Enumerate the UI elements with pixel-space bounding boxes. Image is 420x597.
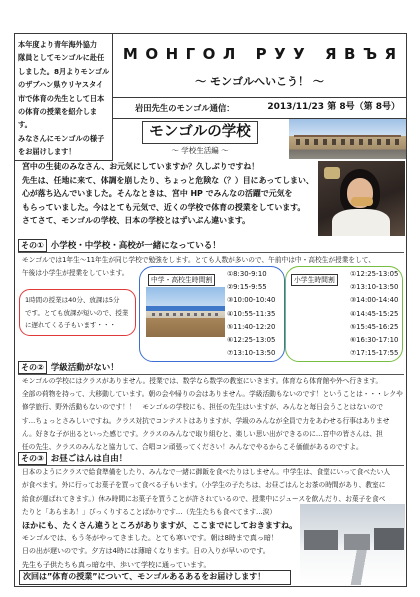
timetable-period: ②9:15-9:55 (227, 283, 267, 292)
masthead (112, 33, 407, 119)
timetable-period: ⑤11:40-12:20 (227, 322, 276, 331)
greeting-paragraph (22, 160, 316, 228)
photo-detail (344, 534, 370, 550)
timetable-periods (350, 268, 398, 360)
section-line: 午後は小学生が授業をしています。 (22, 269, 129, 278)
timetable-period: ⑥12:25-13:05 (227, 336, 276, 345)
school-building-photo (289, 119, 406, 159)
section-heading-1 (18, 239, 404, 253)
intro-notice-line: のザブハン県ウリヤスタイ (18, 80, 104, 90)
photo-detail (374, 528, 404, 550)
timetable-period: ⑤15:45-16:25 (350, 322, 399, 331)
photo-detail (152, 313, 218, 317)
schoolyard-photo (146, 287, 225, 337)
section-line: 全部の荷物を持って、大移動しています。朝の会や帰りの会はありません。学級活動もないのです！ということは・・・レクや (22, 390, 403, 399)
photo-detail (330, 550, 390, 585)
closing-line: 日の出が遅いのです。夕方は4時には薄暗くなります。日の入りが早いのです。 (22, 547, 270, 556)
timetable-period: ③10:00-10:40 (227, 296, 276, 305)
intro-notice-line: をお届けします！ (18, 147, 76, 157)
section-heading-2 (18, 361, 404, 375)
photo-detail (351, 197, 373, 206)
timetable-period: ⑦17:15-17:55 (350, 349, 399, 358)
intro-notice-line: 隊員としてモンゴルに赴任 (18, 53, 105, 63)
closing-emphasis: ほかにも、たくさん違うところがありますが、ここまでにしておきますね。 (22, 520, 298, 530)
greeting-line: 先生は、任地に来て、体調を崩したり、ちょっと危険な（？）目にあってしまい、 (22, 175, 314, 185)
section-line: す…ちょっとさみしいですね。クラス対抗でコンテストはありますが、学級のみんなが全員で力をあわせる行事はありませ (22, 416, 390, 425)
timetable-period: ⑥16:30-17:10 (350, 336, 399, 345)
section-line: たりと「あらまあ！」びっくりすることばかりです…（先生たちも食べてます…涙） (22, 507, 277, 516)
newsletter-subtitle: ～ モンゴルへいこう！ ～ (195, 75, 324, 88)
section-label: その① (18, 239, 47, 252)
timetable-period: ⑦13:10-13:50 (227, 349, 276, 358)
note-line: 1時間の授業は40分、放課は5分 (25, 296, 120, 304)
section-line: 日本のようにクラスで給食準備をしたり、みんなで一緒に御飯を食べたりはしません。中学生は、食堂にいって食べたい人 (22, 468, 391, 476)
photo-detail (294, 135, 402, 137)
article-title: モンゴルの学校 (142, 121, 258, 144)
section-line: 修学旅行、野外活動もないのです！！ モンゴルの学校にも、担任の先生はいますが、みんなと毎日会うことはないので (22, 403, 384, 412)
timetable-periods (227, 268, 275, 360)
class-period-note (19, 289, 136, 336)
section-label: その③ (18, 452, 47, 465)
section-title: お昼ごはんは自由！ (50, 453, 128, 464)
photo-detail (332, 209, 390, 236)
photo-detail (304, 530, 338, 550)
intro-notice-line: しました。8月よりモンゴル (18, 66, 109, 76)
column-name: 岩田先生のモンゴル通信： (135, 103, 235, 113)
timetable-title: 小学生時間割 (291, 274, 338, 286)
section-body-2 (22, 375, 404, 454)
note-line: です。とても放課が短いので、授業 (25, 308, 129, 317)
intro-notice-line: 本年度より青年海外協力 (18, 40, 98, 49)
newsletter-title: МОНГОЛ РУУ ЯВЪЯ (122, 45, 404, 63)
teacher-photo (318, 161, 405, 236)
timetable-period: ③14:00-14:40 (350, 296, 399, 305)
greeting-line: もらっていました。今はとても元気で、近くの学校で体育の授業をしています。 (22, 202, 306, 212)
masthead-divider (113, 97, 406, 98)
section-heading-3 (18, 452, 404, 466)
timetable-title: 中学・高校生時間割 (148, 274, 215, 286)
next-issue-notice: 次回は”体育の授業”について、モンゴルあるあるをお届けします！ (19, 570, 291, 585)
intro-notice-line: みなさんにモンゴルの様子 (18, 133, 105, 143)
section-line: が食べます。外に行ってお菓子を買って食べる子もいます。（小学生の子たちは、お昼ごはんとお茶の時間があり、教室に (22, 481, 386, 490)
article-subtitle: ～ 学校生活編 ～ (171, 146, 229, 155)
note-line: に遅れてくる子もいます・・・ (25, 321, 116, 329)
middle-high-timetable (139, 266, 285, 362)
photo-detail (296, 139, 399, 145)
greeting-line: さてさて、モンゴルの学校、日本の学校とはずいぶん違います。 (22, 216, 251, 225)
greeting-line: 宮中の生徒のみなさん、お元気にしていますか？久しぶりですね！ (22, 162, 260, 171)
section-line: 任の先生、クラスのみんなと協力して、合唱コン頑張ってください！みんなでやるからこそ価値があるのですよ。 (22, 443, 363, 452)
intro-notice-line: の体育の授業を紹介しま (18, 107, 98, 117)
closing-line: 先生も子供たちも真っ暗な中、歩いて学校に通っています。 (22, 560, 211, 569)
timetable-period: ①12:25-13:05 (350, 270, 399, 278)
timetable-period: ④10:55-11:35 (227, 309, 276, 318)
section-line: 給食が運ばれてきます。）休み時間にお菓子を買うことが許されているので、授業中にジュースを飲んだり、お菓子を食べ (22, 494, 386, 503)
greeting-line: 心が落ち込んでいました。そんなときは、宮中 HP でみんなの活躍で元気を (22, 189, 293, 198)
section-title: 小学校・中学校・高校が一緒になっている！ (50, 240, 221, 251)
intro-notice-line: 市で体育の先生として日本 (18, 93, 105, 103)
elementary-timetable (285, 266, 403, 362)
section-line: モンゴルの学校にはクラスがありません。授業では、数学なら数学の教室にいきます。体育なら体育館や外へ行きます。 (22, 377, 383, 385)
section-label: その② (18, 361, 47, 374)
intro-notice-line: す。 (18, 120, 32, 130)
section-title: 学級活動がない！ (50, 362, 119, 373)
timetable-period: ②13:10-13:50 (350, 283, 399, 292)
timetable-period: ①8:30-9:10 (227, 270, 267, 278)
timetable-period: ④14:45-15:25 (350, 309, 399, 318)
intro-notice-box (14, 33, 113, 161)
issue-date: 2013/11/23 第 8号（第 8号） (267, 102, 400, 112)
section-line: ん。好きな子が出るといった感じです。クラスのみんなで取り組むと、楽しい思い出ができるのに…宮中の皆さんは、担 (22, 429, 383, 438)
closing-line: モンゴルでは、もう冬がやってきました。とても寒いです。朝は8時まで真っ暗！ (22, 534, 278, 542)
section-line: モンゴルでは1年生～11年生が同じ学校で勉強をします。とても人数が多いので、午前中は中・高校生が授業をして、 (22, 256, 376, 264)
snowy-town-photo (300, 504, 405, 585)
photo-detail (324, 167, 340, 179)
closing-paragraph (22, 532, 298, 572)
